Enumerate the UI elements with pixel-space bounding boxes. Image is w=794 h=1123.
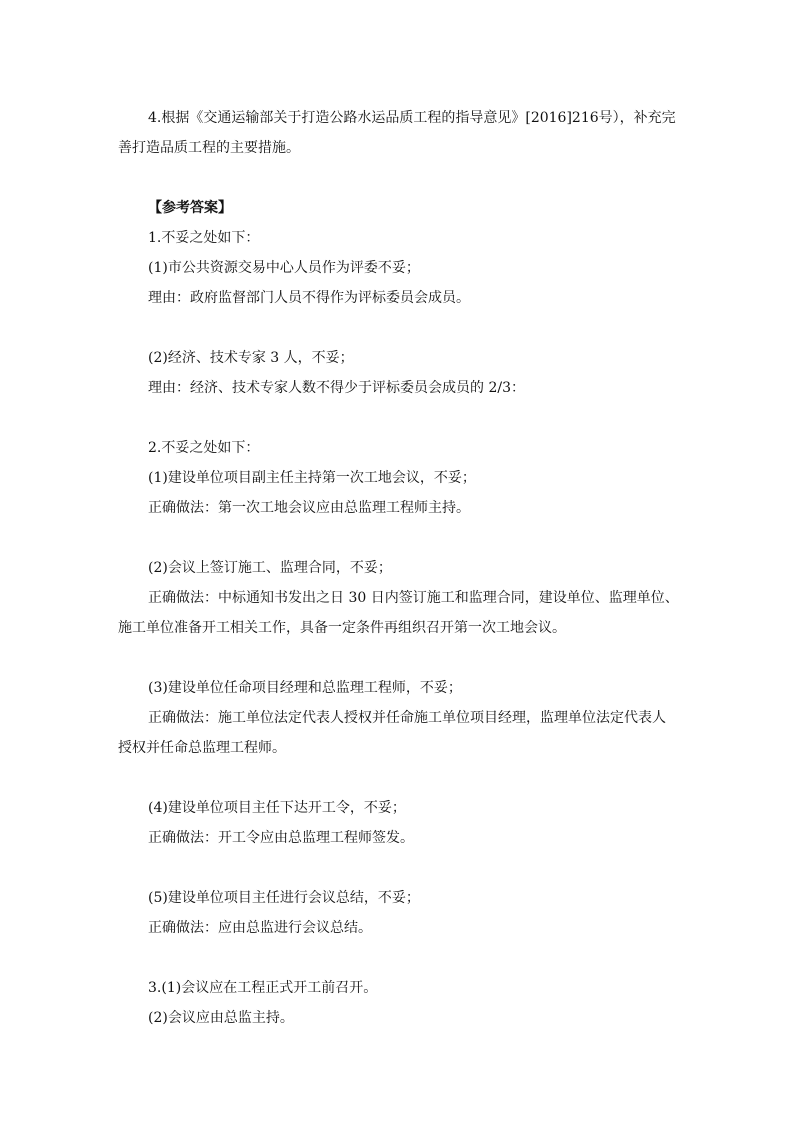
answer2-point1-fix: 正确做法：第一次工地会议应由总监理工程师主持。 (148, 500, 470, 516)
answer1-point2-issue: (2)经济、技术专家 3 人，不妥； (148, 350, 354, 366)
answer1-point2-reason: 理由：经济、技术专家人数不得少于评标委员会成员的 2/3： (148, 380, 525, 396)
answer2-point1-issue: (1)建设单位项目副主任主持第一次工地会议，不妥； (148, 470, 476, 486)
answer2-point3-fix-line1: 正确做法：施工单位法定代表人授权并任命施工单位项目经理，监理单位法定代表人 (148, 710, 666, 726)
answer2-point5-issue: (5)建设单位项目主任进行会议总结，不妥； (148, 890, 420, 906)
answer2-point2-fix-line2: 施工单位准备开工相关工作，具备一定条件再组织召开第一次工地会议。 (118, 620, 566, 636)
answer1-point1-reason: 理由：政府监督部门人员不得作为评标委员会成员。 (148, 290, 470, 306)
answer2-point5-fix: 正确做法：应由总监进行会议总结。 (148, 920, 372, 936)
answer-heading: 【参考答案】 (148, 200, 232, 216)
answer2-point3-issue: (3)建设单位任命项目经理和总监理工程师，不妥； (148, 680, 462, 696)
answer3-line2: (2)会议应由总监主持。 (148, 1010, 294, 1026)
answer1-point1-issue: (1)市公共资源交易中心人员作为评委不妥； (148, 260, 420, 276)
question4-line1: 4.根据《交通运输部关于打造公路水运品质工程的指导意见》[2016]216号），补充完 (148, 110, 676, 126)
answer2-point4-issue: (4)建设单位项目主任下达开工令，不妥； (148, 800, 406, 816)
answer2-title: 2.不妥之处如下： (148, 440, 260, 456)
answer2-point4-fix: 正确做法：开工令应由总监理工程师签发。 (148, 830, 414, 846)
answer1-title: 1.不妥之处如下： (148, 230, 260, 246)
answer2-point3-fix-line2: 授权并任命总监理工程师。 (118, 740, 286, 756)
answer2-point2-issue: (2)会议上签订施工、监理合同，不妥； (148, 560, 392, 576)
answer2-point2-fix-line1: 正确做法：中标通知书发出之日 30 日内签订施工和监理合同，建设单位、监理单位、 (148, 590, 679, 606)
question4-line2: 善打造品质工程的主要措施。 (118, 140, 300, 156)
answer3-line1: 3.(1)会议应在工程正式开工前召开。 (148, 980, 378, 996)
